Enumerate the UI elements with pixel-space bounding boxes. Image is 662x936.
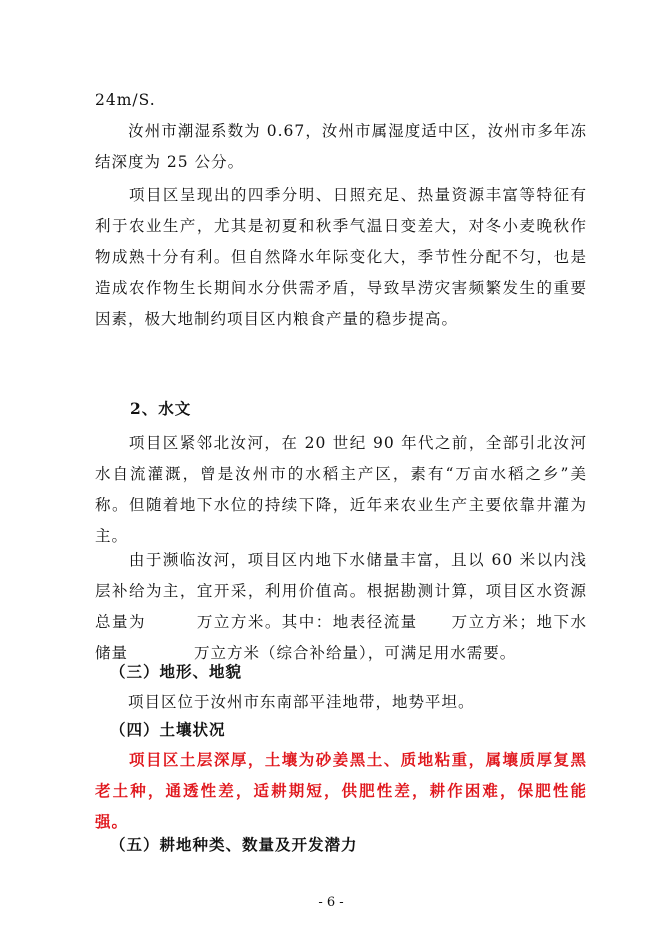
paragraph-humidity: 汝州市潮湿系数为 0.67，汝州市属湿度适中区，汝州市多年冻结深度为 25 公分。: [95, 122, 587, 171]
page-number: - 6 -: [318, 895, 344, 910]
heading-hydrology: 2、水文: [130, 399, 192, 418]
paragraph-groundwater: 由于濒临汝河，项目区内地下水储量丰富，且以 60 米以内浅层补给为主，宜开采，利用价值高。根据勘测计算，项目区水资源总量为 万立方米。其中：地表径流量 万立方米；地下水储量 万立方米（综合补给量），可满足用水需要。: [95, 551, 587, 662]
heading-farmland: （五）耕地种类、数量及开发潜力: [110, 835, 358, 854]
paragraph-climate: 项目区呈现出的四季分明、日照充足、热量资源丰富等特征有利于农业生产，尤其是初夏和秋季气温日变差大，对冬小麦晚秋作物成熟十分有利。但自然降水年际变化大，季节性分配不匀，也是造成农作物生长期间水分供需矛盾，导致旱涝灾害频繁发生的重要因素，极大地制约项目区内粮食产量的稳步提高。: [95, 186, 587, 328]
heading-terrain: （三）地形、地貌: [110, 662, 243, 681]
paragraph-soil-highlight: 项目区土层深厚，土壤为砂姜黑土、质地粘重，属壤质厚复黑老土种，通透性差，适耕期短，供肥性差，耕作困难，保肥性能强。: [95, 750, 587, 831]
paragraph-river: 项目区紧邻北汝河，在 20 世纪 90 年代之前，全部引北汝河水自流灌溉，曾是汝州市的水稻主产区，素有“万亩水稻之乡”美称。但随着地下水位的持续下降，近年来农业生产主要依靠井灌为主。: [95, 434, 587, 545]
paragraph-terrain: 项目区位于汝州市东南部平洼地带，地势平坦。: [95, 693, 475, 711]
paragraph-wind-speed: 24m/S.: [95, 91, 156, 109]
heading-soil: （四）土壤状况: [110, 720, 226, 739]
